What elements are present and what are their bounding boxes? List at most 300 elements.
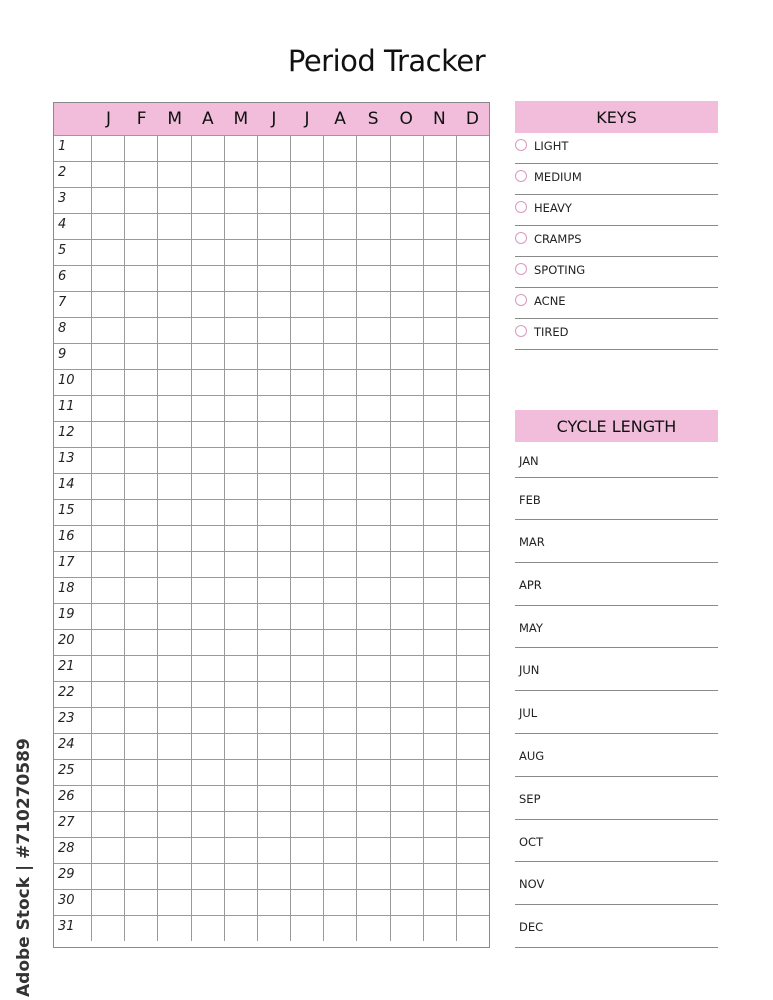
tracker-cell[interactable]	[92, 188, 125, 213]
tracker-cell[interactable]	[225, 734, 258, 759]
tracker-cell[interactable]	[291, 474, 324, 499]
tracker-cell[interactable]	[92, 864, 125, 889]
tracker-cell[interactable]	[192, 552, 225, 577]
tracker-cell[interactable]	[158, 838, 191, 863]
tracker-cell[interactable]	[258, 292, 291, 317]
tracker-cell[interactable]	[391, 240, 424, 265]
tracker-cell[interactable]	[258, 552, 291, 577]
tracker-cell[interactable]	[291, 656, 324, 681]
tracker-cell[interactable]	[158, 552, 191, 577]
tracker-cell[interactable]	[192, 656, 225, 681]
tracker-cell[interactable]	[457, 604, 489, 629]
tracker-cell[interactable]	[324, 240, 357, 265]
tracker-cell[interactable]	[324, 266, 357, 291]
tracker-cell[interactable]	[258, 786, 291, 811]
tracker-cell[interactable]	[357, 890, 390, 915]
tracker-cell[interactable]	[225, 318, 258, 343]
tracker-cell[interactable]	[258, 136, 291, 161]
tracker-cell[interactable]	[158, 266, 191, 291]
tracker-cell[interactable]	[192, 812, 225, 837]
tracker-cell[interactable]	[92, 318, 125, 343]
tracker-cell[interactable]	[192, 370, 225, 395]
tracker-cell[interactable]	[457, 812, 489, 837]
tracker-cell[interactable]	[158, 162, 191, 187]
tracker-cell[interactable]	[125, 396, 158, 421]
tracker-cell[interactable]	[158, 136, 191, 161]
tracker-cell[interactable]	[291, 188, 324, 213]
tracker-cell[interactable]	[291, 240, 324, 265]
tracker-cell[interactable]	[92, 396, 125, 421]
tracker-cell[interactable]	[192, 500, 225, 525]
tracker-cell[interactable]	[424, 240, 457, 265]
tracker-cell[interactable]	[291, 838, 324, 863]
tracker-cell[interactable]	[457, 708, 489, 733]
tracker-cell[interactable]	[225, 786, 258, 811]
tracker-cell[interactable]	[357, 578, 390, 603]
tracker-cell[interactable]	[457, 422, 489, 447]
tracker-cell[interactable]	[357, 916, 390, 941]
tracker-cell[interactable]	[125, 162, 158, 187]
tracker-cell[interactable]	[391, 630, 424, 655]
tracker-cell[interactable]	[158, 422, 191, 447]
tracker-cell[interactable]	[357, 682, 390, 707]
tracker-cell[interactable]	[192, 526, 225, 551]
tracker-cell[interactable]	[125, 708, 158, 733]
tracker-cell[interactable]	[92, 500, 125, 525]
tracker-cell[interactable]	[92, 578, 125, 603]
tracker-cell[interactable]	[125, 448, 158, 473]
tracker-cell[interactable]	[457, 474, 489, 499]
tracker-cell[interactable]	[92, 136, 125, 161]
tracker-cell[interactable]	[158, 578, 191, 603]
tracker-cell[interactable]	[324, 682, 357, 707]
tracker-cell[interactable]	[192, 760, 225, 785]
tracker-cell[interactable]	[258, 708, 291, 733]
tracker-cell[interactable]	[291, 448, 324, 473]
tracker-cell[interactable]	[125, 630, 158, 655]
tracker-cell[interactable]	[291, 422, 324, 447]
tracker-cell[interactable]	[424, 760, 457, 785]
tracker-cell[interactable]	[125, 266, 158, 291]
tracker-cell[interactable]	[324, 188, 357, 213]
tracker-cell[interactable]	[324, 734, 357, 759]
tracker-cell[interactable]	[158, 604, 191, 629]
tracker-cell[interactable]	[225, 162, 258, 187]
tracker-cell[interactable]	[225, 526, 258, 551]
tracker-cell[interactable]	[424, 890, 457, 915]
tracker-cell[interactable]	[424, 682, 457, 707]
tracker-cell[interactable]	[357, 162, 390, 187]
tracker-cell[interactable]	[291, 344, 324, 369]
tracker-cell[interactable]	[158, 396, 191, 421]
tracker-cell[interactable]	[391, 916, 424, 941]
tracker-cell[interactable]	[391, 136, 424, 161]
tracker-cell[interactable]	[192, 890, 225, 915]
tracker-cell[interactable]	[357, 864, 390, 889]
tracker-cell[interactable]	[158, 188, 191, 213]
tracker-cell[interactable]	[457, 266, 489, 291]
cycle-length-row[interactable]	[515, 442, 718, 478]
tracker-cell[interactable]	[457, 786, 489, 811]
tracker-cell[interactable]	[225, 240, 258, 265]
tracker-cell[interactable]	[424, 448, 457, 473]
tracker-cell[interactable]	[291, 318, 324, 343]
cycle-length-row[interactable]	[515, 905, 718, 948]
tracker-cell[interactable]	[225, 422, 258, 447]
tracker-cell[interactable]	[92, 344, 125, 369]
tracker-cell[interactable]	[324, 838, 357, 863]
tracker-cell[interactable]	[125, 656, 158, 681]
tracker-cell[interactable]	[125, 526, 158, 551]
tracker-cell[interactable]	[457, 162, 489, 187]
tracker-cell[interactable]	[291, 162, 324, 187]
tracker-cell[interactable]	[424, 188, 457, 213]
tracker-cell[interactable]	[225, 604, 258, 629]
tracker-cell[interactable]	[225, 292, 258, 317]
tracker-cell[interactable]	[158, 734, 191, 759]
tracker-cell[interactable]	[391, 474, 424, 499]
tracker-cell[interactable]	[291, 916, 324, 941]
key-circle-icon[interactable]	[515, 232, 527, 244]
tracker-cell[interactable]	[92, 916, 125, 941]
tracker-cell[interactable]	[258, 240, 291, 265]
tracker-cell[interactable]	[324, 812, 357, 837]
tracker-cell[interactable]	[457, 136, 489, 161]
tracker-cell[interactable]	[158, 656, 191, 681]
tracker-cell[interactable]	[158, 708, 191, 733]
tracker-cell[interactable]	[391, 578, 424, 603]
tracker-cell[interactable]	[391, 526, 424, 551]
tracker-cell[interactable]	[324, 396, 357, 421]
tracker-cell[interactable]	[424, 422, 457, 447]
tracker-cell[interactable]	[291, 370, 324, 395]
tracker-cell[interactable]	[424, 812, 457, 837]
tracker-cell[interactable]	[92, 812, 125, 837]
tracker-cell[interactable]	[92, 682, 125, 707]
tracker-cell[interactable]	[324, 786, 357, 811]
tracker-cell[interactable]	[324, 162, 357, 187]
tracker-cell[interactable]	[357, 448, 390, 473]
tracker-cell[interactable]	[192, 318, 225, 343]
tracker-cell[interactable]	[192, 136, 225, 161]
tracker-cell[interactable]	[357, 370, 390, 395]
tracker-cell[interactable]	[424, 292, 457, 317]
key-circle-icon[interactable]	[515, 139, 527, 151]
tracker-cell[interactable]	[225, 344, 258, 369]
tracker-cell[interactable]	[357, 318, 390, 343]
tracker-cell[interactable]	[192, 422, 225, 447]
cycle-length-row[interactable]	[515, 520, 718, 563]
tracker-cell[interactable]	[258, 448, 291, 473]
tracker-cell[interactable]	[291, 604, 324, 629]
tracker-cell[interactable]	[324, 422, 357, 447]
tracker-cell[interactable]	[424, 552, 457, 577]
tracker-cell[interactable]	[391, 838, 424, 863]
tracker-cell[interactable]	[391, 682, 424, 707]
tracker-cell[interactable]	[324, 344, 357, 369]
tracker-cell[interactable]	[391, 812, 424, 837]
tracker-cell[interactable]	[192, 734, 225, 759]
tracker-cell[interactable]	[457, 370, 489, 395]
tracker-cell[interactable]	[424, 656, 457, 681]
tracker-cell[interactable]	[291, 396, 324, 421]
tracker-cell[interactable]	[357, 474, 390, 499]
tracker-cell[interactable]	[158, 630, 191, 655]
tracker-cell[interactable]	[192, 162, 225, 187]
tracker-cell[interactable]	[357, 552, 390, 577]
tracker-cell[interactable]	[192, 838, 225, 863]
tracker-cell[interactable]	[457, 448, 489, 473]
tracker-cell[interactable]	[92, 708, 125, 733]
tracker-cell[interactable]	[258, 604, 291, 629]
tracker-cell[interactable]	[357, 240, 390, 265]
tracker-cell[interactable]	[92, 162, 125, 187]
tracker-cell[interactable]	[258, 266, 291, 291]
tracker-cell[interactable]	[391, 266, 424, 291]
tracker-cell[interactable]	[125, 604, 158, 629]
tracker-cell[interactable]	[158, 916, 191, 941]
tracker-cell[interactable]	[357, 188, 390, 213]
tracker-cell[interactable]	[258, 630, 291, 655]
tracker-cell[interactable]	[424, 162, 457, 187]
tracker-cell[interactable]	[125, 318, 158, 343]
tracker-cell[interactable]	[258, 734, 291, 759]
tracker-cell[interactable]	[125, 370, 158, 395]
tracker-cell[interactable]	[125, 474, 158, 499]
tracker-cell[interactable]	[225, 396, 258, 421]
tracker-cell[interactable]	[291, 526, 324, 551]
tracker-cell[interactable]	[324, 214, 357, 239]
tracker-cell[interactable]	[158, 682, 191, 707]
tracker-cell[interactable]	[158, 240, 191, 265]
tracker-cell[interactable]	[391, 604, 424, 629]
tracker-cell[interactable]	[158, 318, 191, 343]
tracker-cell[interactable]	[92, 656, 125, 681]
key-circle-icon[interactable]	[515, 170, 527, 182]
tracker-cell[interactable]	[92, 786, 125, 811]
tracker-cell[interactable]	[357, 604, 390, 629]
tracker-cell[interactable]	[357, 760, 390, 785]
tracker-cell[interactable]	[192, 682, 225, 707]
tracker-cell[interactable]	[92, 526, 125, 551]
tracker-cell[interactable]	[225, 474, 258, 499]
tracker-cell[interactable]	[192, 448, 225, 473]
tracker-cell[interactable]	[324, 500, 357, 525]
tracker-cell[interactable]	[457, 578, 489, 603]
tracker-cell[interactable]	[391, 292, 424, 317]
tracker-cell[interactable]	[324, 292, 357, 317]
tracker-cell[interactable]	[258, 214, 291, 239]
tracker-cell[interactable]	[324, 864, 357, 889]
tracker-cell[interactable]	[291, 864, 324, 889]
tracker-cell[interactable]	[192, 864, 225, 889]
tracker-cell[interactable]	[291, 630, 324, 655]
tracker-cell[interactable]	[258, 526, 291, 551]
tracker-cell[interactable]	[158, 500, 191, 525]
tracker-cell[interactable]	[357, 786, 390, 811]
cycle-length-row[interactable]	[515, 478, 718, 520]
tracker-cell[interactable]	[225, 370, 258, 395]
tracker-cell[interactable]	[424, 526, 457, 551]
tracker-cell[interactable]	[225, 812, 258, 837]
tracker-cell[interactable]	[424, 500, 457, 525]
tracker-cell[interactable]	[192, 474, 225, 499]
tracker-cell[interactable]	[324, 916, 357, 941]
tracker-cell[interactable]	[125, 422, 158, 447]
tracker-cell[interactable]	[424, 318, 457, 343]
tracker-cell[interactable]	[424, 474, 457, 499]
tracker-cell[interactable]	[357, 630, 390, 655]
tracker-cell[interactable]	[424, 864, 457, 889]
tracker-cell[interactable]	[291, 266, 324, 291]
tracker-cell[interactable]	[192, 396, 225, 421]
tracker-cell[interactable]	[391, 188, 424, 213]
tracker-cell[interactable]	[391, 708, 424, 733]
tracker-cell[interactable]	[258, 578, 291, 603]
tracker-cell[interactable]	[258, 396, 291, 421]
tracker-cell[interactable]	[424, 786, 457, 811]
cycle-length-row[interactable]	[515, 820, 718, 862]
tracker-cell[interactable]	[92, 214, 125, 239]
tracker-cell[interactable]	[192, 344, 225, 369]
tracker-cell[interactable]	[357, 500, 390, 525]
tracker-cell[interactable]	[225, 188, 258, 213]
tracker-cell[interactable]	[225, 136, 258, 161]
tracker-cell[interactable]	[258, 864, 291, 889]
tracker-cell[interactable]	[125, 760, 158, 785]
tracker-cell[interactable]	[92, 760, 125, 785]
tracker-cell[interactable]	[225, 760, 258, 785]
tracker-cell[interactable]	[324, 604, 357, 629]
tracker-cell[interactable]	[424, 838, 457, 863]
tracker-cell[interactable]	[324, 552, 357, 577]
tracker-cell[interactable]	[457, 396, 489, 421]
tracker-cell[interactable]	[457, 344, 489, 369]
tracker-cell[interactable]	[192, 240, 225, 265]
tracker-cell[interactable]	[424, 916, 457, 941]
tracker-cell[interactable]	[291, 214, 324, 239]
tracker-cell[interactable]	[158, 786, 191, 811]
tracker-cell[interactable]	[324, 890, 357, 915]
tracker-cell[interactable]	[258, 344, 291, 369]
tracker-cell[interactable]	[192, 188, 225, 213]
tracker-cell[interactable]	[225, 708, 258, 733]
tracker-cell[interactable]	[125, 838, 158, 863]
cycle-length-row[interactable]	[515, 606, 718, 648]
tracker-cell[interactable]	[158, 812, 191, 837]
tracker-cell[interactable]	[324, 474, 357, 499]
tracker-cell[interactable]	[424, 214, 457, 239]
tracker-cell[interactable]	[424, 708, 457, 733]
tracker-cell[interactable]	[158, 370, 191, 395]
tracker-cell[interactable]	[192, 578, 225, 603]
tracker-cell[interactable]	[357, 344, 390, 369]
tracker-cell[interactable]	[158, 474, 191, 499]
tracker-cell[interactable]	[192, 630, 225, 655]
tracker-cell[interactable]	[457, 734, 489, 759]
tracker-cell[interactable]	[92, 604, 125, 629]
tracker-cell[interactable]	[258, 916, 291, 941]
tracker-cell[interactable]	[225, 838, 258, 863]
tracker-cell[interactable]	[391, 734, 424, 759]
tracker-cell[interactable]	[391, 396, 424, 421]
tracker-cell[interactable]	[391, 552, 424, 577]
tracker-cell[interactable]	[391, 318, 424, 343]
tracker-cell[interactable]	[158, 448, 191, 473]
tracker-cell[interactable]	[391, 448, 424, 473]
tracker-cell[interactable]	[258, 890, 291, 915]
tracker-cell[interactable]	[424, 630, 457, 655]
tracker-cell[interactable]	[158, 344, 191, 369]
tracker-cell[interactable]	[357, 292, 390, 317]
tracker-cell[interactable]	[258, 656, 291, 681]
tracker-cell[interactable]	[424, 266, 457, 291]
tracker-cell[interactable]	[258, 760, 291, 785]
tracker-cell[interactable]	[291, 552, 324, 577]
key-circle-icon[interactable]	[515, 201, 527, 213]
tracker-cell[interactable]	[424, 136, 457, 161]
tracker-cell[interactable]	[125, 292, 158, 317]
tracker-cell[interactable]	[457, 682, 489, 707]
tracker-cell[interactable]	[92, 292, 125, 317]
tracker-cell[interactable]	[125, 864, 158, 889]
tracker-cell[interactable]	[324, 136, 357, 161]
tracker-cell[interactable]	[92, 890, 125, 915]
tracker-cell[interactable]	[125, 682, 158, 707]
tracker-cell[interactable]	[457, 630, 489, 655]
tracker-cell[interactable]	[158, 526, 191, 551]
tracker-cell[interactable]	[457, 890, 489, 915]
tracker-cell[interactable]	[291, 812, 324, 837]
tracker-cell[interactable]	[258, 812, 291, 837]
tracker-cell[interactable]	[92, 266, 125, 291]
tracker-cell[interactable]	[125, 500, 158, 525]
tracker-cell[interactable]	[225, 682, 258, 707]
tracker-cell[interactable]	[291, 136, 324, 161]
tracker-cell[interactable]	[391, 500, 424, 525]
tracker-cell[interactable]	[125, 890, 158, 915]
tracker-cell[interactable]	[192, 786, 225, 811]
tracker-cell[interactable]	[457, 526, 489, 551]
tracker-cell[interactable]	[125, 240, 158, 265]
key-circle-icon[interactable]	[515, 294, 527, 306]
cycle-length-row[interactable]	[515, 691, 718, 734]
tracker-cell[interactable]	[225, 214, 258, 239]
cycle-length-row[interactable]	[515, 777, 718, 820]
tracker-cell[interactable]	[357, 422, 390, 447]
tracker-cell[interactable]	[391, 864, 424, 889]
tracker-cell[interactable]	[225, 266, 258, 291]
cycle-length-row[interactable]	[515, 862, 718, 905]
tracker-cell[interactable]	[457, 838, 489, 863]
tracker-cell[interactable]	[125, 188, 158, 213]
tracker-cell[interactable]	[324, 448, 357, 473]
tracker-cell[interactable]	[291, 760, 324, 785]
tracker-cell[interactable]	[324, 318, 357, 343]
tracker-cell[interactable]	[391, 162, 424, 187]
tracker-cell[interactable]	[357, 656, 390, 681]
tracker-cell[interactable]	[158, 292, 191, 317]
tracker-cell[interactable]	[457, 214, 489, 239]
tracker-cell[interactable]	[125, 812, 158, 837]
tracker-cell[interactable]	[92, 422, 125, 447]
tracker-cell[interactable]	[324, 708, 357, 733]
tracker-cell[interactable]	[258, 500, 291, 525]
tracker-cell[interactable]	[291, 734, 324, 759]
tracker-cell[interactable]	[424, 370, 457, 395]
tracker-cell[interactable]	[391, 214, 424, 239]
tracker-cell[interactable]	[457, 292, 489, 317]
